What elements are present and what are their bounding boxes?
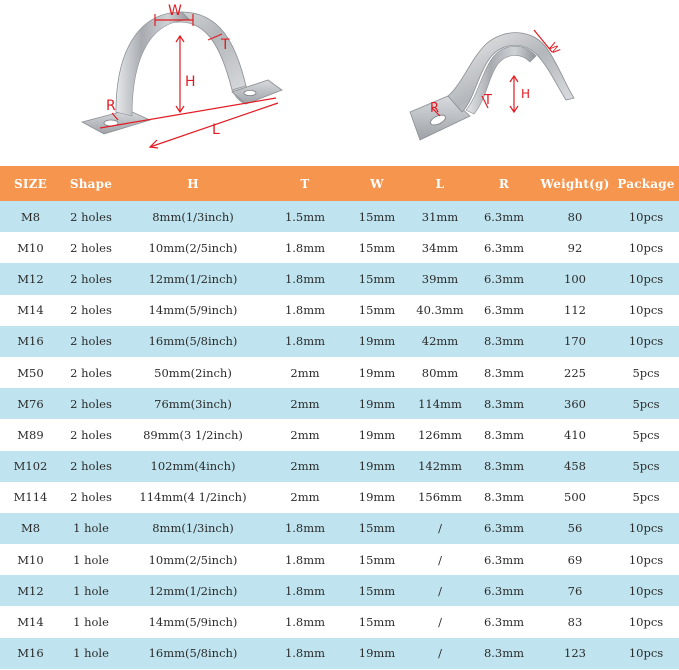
product-diagrams [0, 0, 679, 166]
column-header: Package [617, 176, 675, 191]
table-cell: M89 [17, 427, 44, 442]
table-cell: 83 [567, 615, 583, 630]
table-cell: 14mm(5/9inch) [148, 615, 238, 630]
table-row [0, 201, 679, 232]
table-cell: 40.3mm [416, 303, 464, 318]
table-cell: 5pcs [632, 490, 660, 505]
table-cell: 39mm [421, 271, 459, 286]
column-header: L [435, 176, 445, 191]
table-cell: 8.3mm [483, 365, 525, 380]
table-cell: 19mm [358, 646, 396, 661]
table-cell: / [438, 521, 442, 536]
table-cell: 6.3mm [483, 615, 525, 630]
two-hole-clamp-illustration [82, 3, 282, 148]
table-row [0, 295, 679, 326]
table-cell: M114 [13, 490, 48, 505]
table-cell: 15mm [358, 271, 396, 286]
table-cell: 15mm [358, 615, 396, 630]
table-cell: 2mm [290, 365, 320, 380]
table-cell: 1.5mm [284, 209, 326, 224]
w-dimension-label-right: W [545, 40, 563, 57]
column-header: W [370, 176, 384, 191]
table-cell: 15mm [358, 209, 396, 224]
table-cell: 410 [564, 427, 586, 442]
table-cell: 2 holes [70, 490, 112, 505]
table-cell: 170 [564, 334, 586, 349]
table-cell: 123 [564, 646, 586, 661]
table-cell: M76 [17, 396, 44, 411]
table-cell: 102mm(4inch) [150, 459, 236, 474]
table-cell: 1.8mm [284, 303, 326, 318]
table-cell: 19mm [358, 334, 396, 349]
table-cell: M12 [17, 271, 44, 286]
table-cell: 8.3mm [483, 396, 525, 411]
table-cell: M14 [17, 615, 44, 630]
table-cell: M16 [17, 334, 44, 349]
table-cell: 114mm(4 1/2inch) [139, 490, 247, 505]
table-cell: 1.8mm [284, 240, 326, 255]
table-row [0, 544, 679, 575]
table-cell: 10mm(2/5inch) [148, 240, 238, 255]
table-cell: M8 [20, 209, 41, 224]
table-row [0, 482, 679, 513]
table-cell: 1 hole [73, 646, 109, 661]
table-cell: 225 [564, 365, 586, 380]
table-cell: 19mm [358, 427, 396, 442]
table-row [0, 638, 679, 669]
table-cell: 5pcs [632, 427, 660, 442]
table-row [0, 232, 679, 263]
table-cell: 76 [567, 583, 583, 598]
table-cell: M16 [17, 646, 44, 661]
table-cell: 1.8mm [284, 615, 326, 630]
table-cell: 16mm(5/8inch) [148, 334, 238, 349]
table-cell: 2 holes [70, 271, 112, 286]
table-cell: 50mm(2inch) [154, 365, 232, 380]
table-cell: 142mm [418, 459, 462, 474]
table-cell: 1.8mm [284, 583, 326, 598]
table-cell: 1 hole [73, 615, 109, 630]
table-cell: 6.3mm [483, 271, 525, 286]
table-cell: / [438, 615, 442, 630]
table-cell: 80 [567, 209, 583, 224]
table-cell: 2 holes [70, 240, 112, 255]
table-cell: 500 [564, 490, 586, 505]
table-cell: 5pcs [632, 459, 660, 474]
table-cell: 2 holes [70, 427, 112, 442]
table-cell: 360 [564, 396, 586, 411]
table-cell: 10pcs [628, 615, 664, 630]
table-cell: 16mm(5/8inch) [148, 646, 238, 661]
table-cell: 1.8mm [284, 521, 326, 536]
table-cell: 5pcs [632, 396, 660, 411]
table-cell: 2 holes [70, 365, 112, 380]
table-cell: 6.3mm [483, 303, 525, 318]
l-dimension-label: L [212, 122, 220, 138]
table-cell: 2 holes [70, 459, 112, 474]
table-cell: 2mm [290, 459, 320, 474]
table-row [0, 575, 679, 606]
table-cell: 8.3mm [483, 490, 525, 505]
table-cell: 89mm(3 1/2inch) [143, 427, 243, 442]
table-cell: 6.3mm [483, 209, 525, 224]
table-cell: 8.3mm [483, 646, 525, 661]
table-row [0, 357, 679, 388]
table-cell: 2 holes [70, 334, 112, 349]
table-cell: 6.3mm [483, 521, 525, 536]
table-cell: / [438, 646, 442, 661]
table-cell: 8.3mm [483, 427, 525, 442]
table-cell: 19mm [358, 365, 396, 380]
column-header: H [187, 176, 199, 191]
table-cell: 10pcs [628, 334, 664, 349]
table-row [0, 513, 679, 544]
table-cell: 80mm [421, 365, 459, 380]
table-row [0, 326, 679, 357]
specification-table [0, 166, 679, 669]
table-cell: 8.3mm [483, 459, 525, 474]
table-cell: M8 [20, 521, 41, 536]
table-cell: 114mm [418, 396, 462, 411]
table-cell: 8mm(1/3inch) [152, 521, 234, 536]
table-cell: 19mm [358, 490, 396, 505]
table-cell: 10mm(2/5inch) [148, 552, 238, 567]
table-cell: 6.3mm [483, 240, 525, 255]
table-cell: 92 [567, 240, 583, 255]
table-cell: 76mm(3inch) [154, 396, 232, 411]
table-header-row [0, 166, 679, 201]
table-cell: M50 [17, 365, 44, 380]
table-cell: 1.8mm [284, 271, 326, 286]
table-cell: 2 holes [70, 396, 112, 411]
table-cell: 458 [564, 459, 586, 474]
table-cell: 112 [564, 303, 586, 318]
table-row [0, 263, 679, 294]
table-row [0, 388, 679, 419]
table-cell: 15mm [358, 521, 396, 536]
table-cell: 6.3mm [483, 552, 525, 567]
table-cell: 10pcs [628, 646, 664, 661]
r-dimension-label-right: R [430, 101, 440, 116]
table-cell: 1.8mm [284, 552, 326, 567]
table-cell: 100 [564, 271, 586, 286]
table-cell: 8mm(1/3inch) [152, 209, 234, 224]
table-cell: 156mm [418, 490, 462, 505]
table-cell: 2mm [290, 396, 320, 411]
table-cell: 10pcs [628, 583, 664, 598]
table-cell: 2 holes [70, 303, 112, 318]
h-dimension-label-right: H [521, 87, 531, 101]
table-cell: 10pcs [628, 240, 664, 255]
w-dimension-label: W [168, 3, 182, 19]
column-header: T [300, 176, 310, 191]
table-cell: 14mm(5/9inch) [148, 303, 238, 318]
table-cell: 2mm [290, 427, 320, 442]
table-cell: 56 [567, 521, 583, 536]
table-cell: M10 [17, 552, 44, 567]
table-cell: 1 hole [73, 583, 109, 598]
table-cell: 10pcs [628, 521, 664, 536]
table-cell: 1 hole [73, 552, 109, 567]
table-cell: M14 [17, 303, 44, 318]
t-dimension-label-right: T [484, 93, 492, 108]
column-header: R [498, 176, 510, 191]
table-cell: / [438, 552, 442, 567]
table-cell: M12 [17, 583, 44, 598]
table-cell: 69 [567, 552, 583, 567]
one-hole-clamp-illustration [410, 30, 574, 140]
table-cell: 10pcs [628, 552, 664, 567]
table-cell: 2mm [290, 490, 320, 505]
h-dimension-label: H [185, 74, 196, 90]
table-cell: 6.3mm [483, 583, 525, 598]
table-cell: 34mm [421, 240, 459, 255]
table-cell: 1.8mm [284, 646, 326, 661]
table-cell: 8.3mm [483, 334, 525, 349]
table-row [0, 451, 679, 482]
table-cell: 12mm(1/2inch) [148, 271, 238, 286]
table-cell: 12mm(1/2inch) [148, 583, 238, 598]
table-cell: 1.8mm [284, 334, 326, 349]
column-header: Weight(g) [540, 176, 610, 191]
table-cell: / [438, 583, 442, 598]
table-cell: 19mm [358, 396, 396, 411]
table-row [0, 606, 679, 637]
table-row [0, 419, 679, 450]
table-cell: 15mm [358, 552, 396, 567]
table-cell: 2 holes [70, 209, 112, 224]
column-header: Shape [69, 176, 113, 191]
table-cell: 42mm [421, 334, 459, 349]
table-cell: 10pcs [628, 271, 664, 286]
table-cell: 10pcs [628, 209, 664, 224]
table-cell: M102 [13, 459, 48, 474]
diagram-svg [0, 0, 679, 166]
table-cell: 5pcs [632, 365, 660, 380]
table-cell: 126mm [418, 427, 462, 442]
table-cell: 19mm [358, 459, 396, 474]
table-cell: 10pcs [628, 303, 664, 318]
table-body [0, 201, 679, 669]
t-dimension-label: T [221, 37, 230, 53]
table-cell: 15mm [358, 303, 396, 318]
column-header: SIZE [14, 176, 47, 191]
table-cell: 1 hole [73, 521, 109, 536]
table-cell: 15mm [358, 240, 396, 255]
table-cell: M10 [17, 240, 44, 255]
r-dimension-label: R [106, 98, 116, 114]
table-cell: 31mm [421, 209, 459, 224]
table-cell: 15mm [358, 583, 396, 598]
